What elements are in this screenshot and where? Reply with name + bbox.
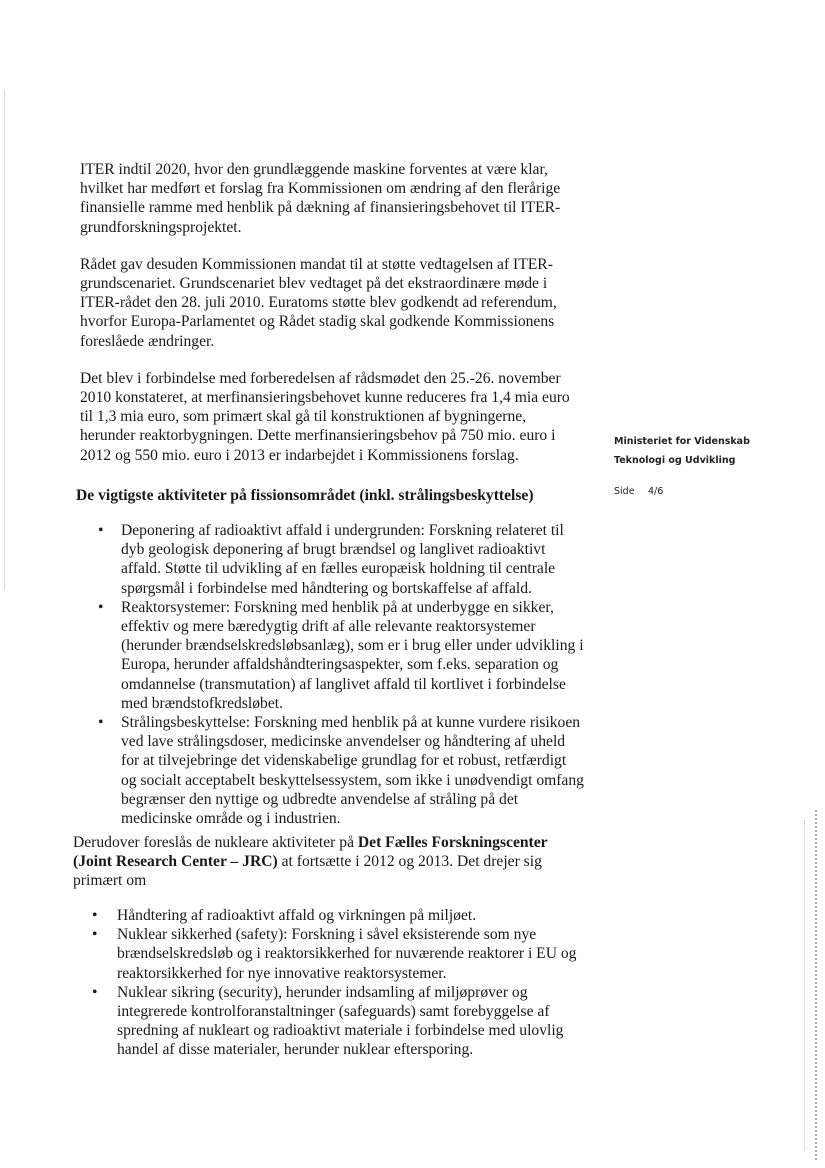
jrc-activities-list — [80, 906, 585, 1060]
paragraph-iter-finance: ITER indtil 2020, hvor den grundlæggende maskine forventes at være klar, hvilket har medført et forslag fra Kommissionen om ændring af den flerårige finansielle ramme med henblik på dækning af finansieringsbehovet til ITER-grundforskningsprojektet. — [80, 161, 561, 236]
page-value: 4/6 — [648, 486, 664, 497]
page-label: Side — [614, 486, 635, 497]
jrc-intro-text: Derudover foreslås de nukleare aktiviteter på — [73, 834, 358, 851]
ministry-name — [614, 432, 804, 470]
paragraph-iter-scenario: Rådet gav desuden Kommissionen mandat til at støtte vedtagelsen af ITER-grundscenariet. Grundscenariet blev vedtaget på det ekstraordinære møde i ITER-rådet den 28. juli 2010. Euratoms støtte blev godkendt ad referendum, hvorfor Europa-Parlamentet og Rådet stadig skal godkende Kommissionens foreslåede ændringer. — [80, 255, 557, 350]
jrc-bold-text: Det Fælles Forskningscenter (Joint Research Center – JRC) — [73, 834, 548, 871]
paragraph-financing-reduction: Det blev i forbindelse med forberedelsen af rådsmødet den 25.-26. november 2010 konstateret, at merfinansieringsbehovet kunne reduceres fra 1,4 mia euro til 1,3 mia euro, som primært skal gå til konstruktionen af bygningerne, herunder reaktorbygningen. Dette merfinansieringsbehov på 750 mio. euro i 2012 og 550 mio. euro i 2013 er indarbejdet i Kommissionens forslag. — [80, 369, 570, 464]
list-item: • Deponering af radioaktivt affald i undergrunden: Forskning relateret til dyb geologisk deponering af brugt brændsel og langlivet radioaktivt affald. Støtte til udvikling af en fælles europæisk holdning til centrale spørgsmål i forbindelse med håndtering og bortskaffelse af affald. — [80, 521, 585, 598]
fission-activities-list — [80, 521, 585, 828]
section-heading-fission: De vigtigste aktiviteter på fissionsområdet (inkl. strålingsbeskyttelse) — [76, 487, 534, 504]
list-item: • Nuklear sikkerhed (safety): Forskning i såvel eksisterende som nye brændselskredsløb og i reaktorsikkerhed for nuværende reaktorer i EU og reaktorsikkerhed for nye innovative reaktorsystemer. — [80, 925, 585, 983]
page-number — [614, 486, 804, 497]
ministry-line-1: Ministeriet for Videnskab — [614, 436, 750, 447]
scan-edge-right-inner — [803, 820, 805, 1150]
scan-edge-left — [4, 90, 5, 590]
list-item: • Strålingsbeskyttelse: Forskning med henblik på at kunne vurdere risikoen ved lave strålingsdoser, medicinske anvendelser og håndtering af uheld for at tilvejebringe det videnskabelige grundlag for et robust, retfærdigt og socialt acceptabelt beskyttelsessystem, som ikke i unødvendigt omfang begrænser den nyttige og udbredte anvendelse af stråling på det medicinske område og i industrien. — [80, 713, 585, 828]
body-text — [80, 160, 585, 483]
ministry-line-2: Teknologi og Udvikling — [614, 455, 736, 466]
list-item: • Håndtering af radioaktivt affald og virkningen på miljøet. — [80, 906, 585, 925]
paragraph-jrc — [73, 833, 585, 891]
list-item: • Reaktorsystemer: Forskning med henblik på at underbygge en sikker, effektiv og mere bæredygtig drift af alle relevante reaktorsystemer (herunder brændselskredsløbsanlæg), som er i brug eller under udvikling i Europa, herunder affaldshåndteringsaspekter, som f.eks. separation og omdannelse (transmutation) af langlivet affald til kortlivet i forbindelse med brændstofkredsløbet. — [80, 598, 585, 713]
scan-edge-right — [814, 810, 817, 1160]
jrc-rest-text: at fortsætte i 2012 og 2013. Det drejer sig primært om — [73, 853, 542, 890]
list-item: • Nuklear sikring (security), herunder indsamling af miljøprøver og integrerede kontrolforanstaltninger (safeguards) samt forebyggelse af spredning af nukleart og radioaktivt materiale i forbindelse med ulovlig handel af disse materialer, herunder nuklear eftersporing. — [80, 983, 585, 1060]
